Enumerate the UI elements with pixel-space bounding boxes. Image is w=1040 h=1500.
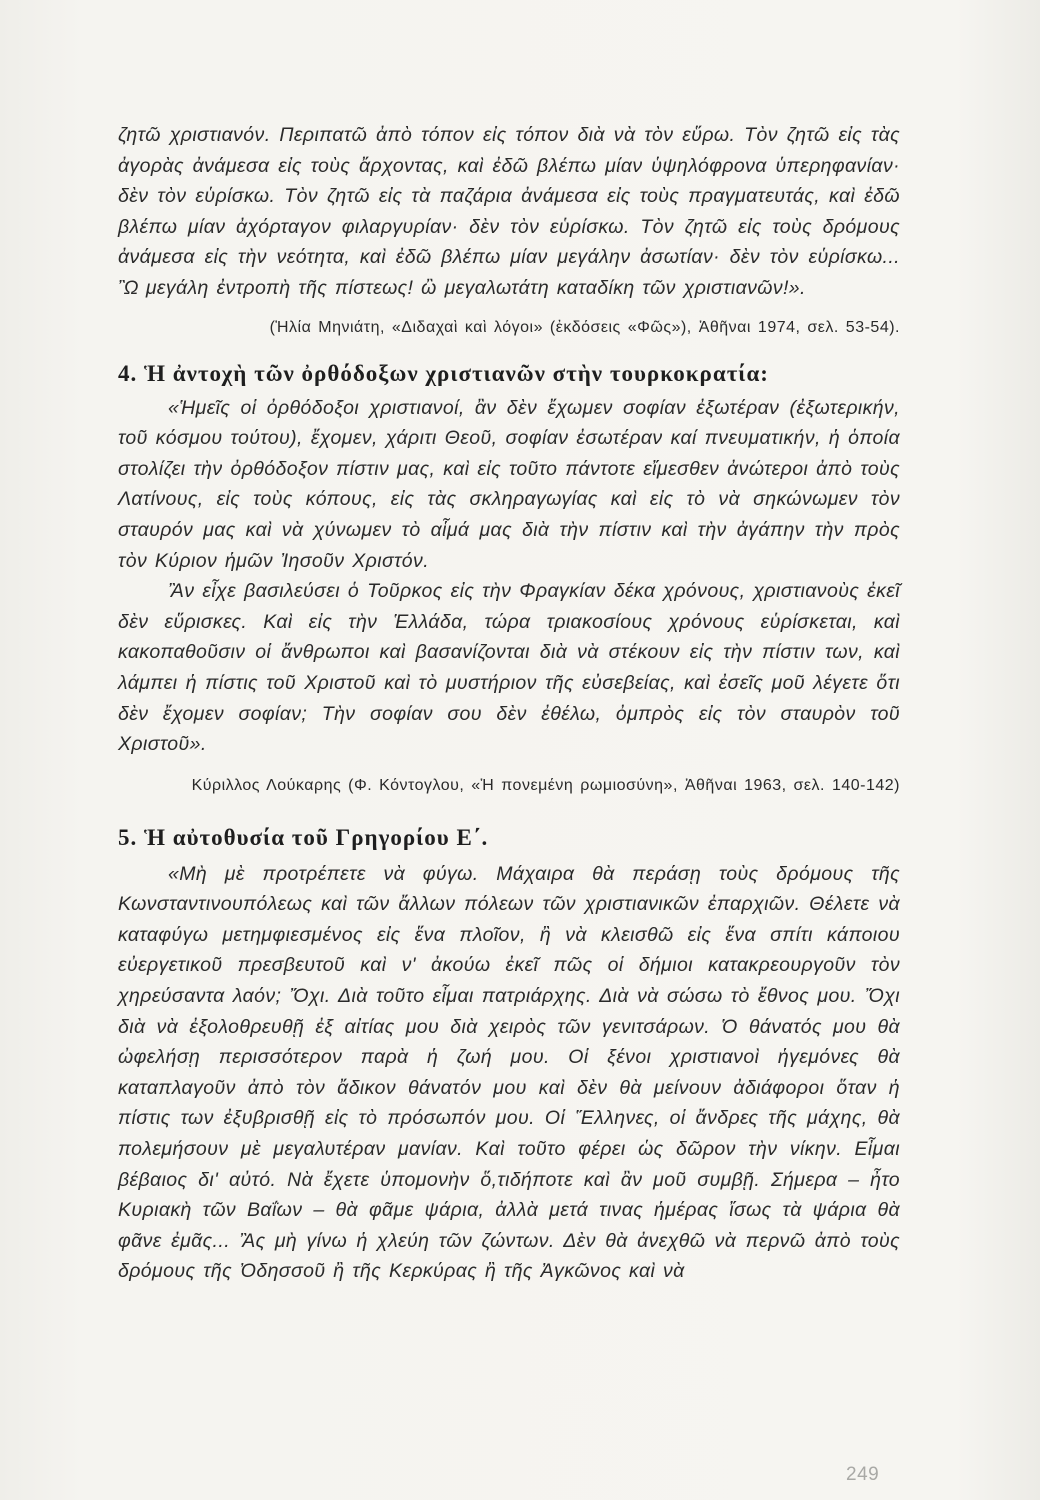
section-4-heading: 4. Ἡ ἀντοχὴ τῶν ὀρθόδοξων χριστιανῶν στὴν τουρκοκρατία: <box>118 360 769 386</box>
section-4-paragraph-2: Ἂν εἶχε βασιλεύσει ὁ Τοῦρκος εἰς τὴν Φραγκίαν δέκα χρόνους, χριστιανοὺς ἐκεῖ δὲν εὕρισκες. Καὶ εἰς τὴν Ἑλλάδα, τώρα τριακοσίους χρόνους εὑρίσκεται, καὶ κακοπαθοῦσιν οἱ ἄνθρωποι καὶ βασανίζονται διὰ νὰ στέκουν εἰς τὴν πίστιν των, καὶ λάμπει ἡ πίστις τοῦ Χριστοῦ καὶ τὸ μυστήριον τῆς εὐσεβείας, καὶ ἐσεῖς μοῦ λέγετε ὅτι δὲν ἔχομεν σοφίαν; Τὴν σοφίαν σου δὲν ἐθέλω, ὀμπρὸς εἰς τὸν σταυρὸν τοῦ Χριστοῦ». <box>118 580 900 756</box>
passage-1-source: (Ἡλία Μηνιάτη, «Διδαχαὶ καὶ λόγοι» (ἐκδόσεις «Φῶς»), Ἀθῆναι 1974, σελ. 53-54). <box>269 318 900 336</box>
page-number: 249 <box>846 1464 880 1485</box>
passage-1-text: ζητῶ χριστιανόν. Περιπατῶ ἀπὸ τόπον εἰς τόπον διὰ νὰ τὸν εὕρω. Τὸν ζητῶ εἰς τὰς ἀγορὰς ἀνάμεσα εἰς τοὺς ἄρχοντας, καὶ ἐδῶ βλέπω μίαν ὑψηλόφρονα ὑπερηφανίαν· δὲν τὸν εὑρίσκω. Τὸν ζητῶ εἰς τὰ παζάρια ἀνάμεσα εἰς τοὺς πραγματευτάς, καὶ ἐδῶ βλέπω μίαν ἀχόρταγον φιλαργυρίαν· δὲν τὸν εὑρίσκω. Τὸν ζητῶ εἰς τοὺς δρόμους ἀνάμεσα εἰς τὴν νεότητα, καὶ ἐδῶ βλέπω μίαν μεγάλην ἀσωτίαν· δὲν τὸν εὑρίσκω... Ὢ μεγάλη ἐντροπὴ τῆς πίστεως! ὢ μεγαλωτάτη καταδίκη τῶν χριστιανῶν!». <box>118 124 900 299</box>
section-5-paragraph-1: «Μὴ μὲ προτρέπετε νὰ φύγω. Μάχαιρα θὰ περάσῃ τοὺς δρόμους τῆς Κωνσταντινουπόλεως καὶ τῶν ἄλλων πόλεων τῶν χριστιανικῶν ἐπαρχιῶν. Θέλετε νὰ καταφύγω μετημφιεσμένος εἰς ἕνα πλοῖον, ἢ νὰ κλεισθῶ εἰς ἕνα σπίτι κάποιου εὐεργετικοῦ πρεσβευτοῦ καὶ ν' ἀκούω ἐκεῖ πῶς οἱ δήμιοι κατακρεουργοῦν τὸν χηρεύσαντα λαόν; Ὄχι. Διὰ τοῦτο εἶμαι πατριάρχης. Διὰ νὰ σώσω τὸ ἔθνος μου. Ὄχι διὰ νὰ ἐξολοθρευθῇ ἐξ αἰτίας μου διὰ χειρὸς τῶν γενιτσάρων. Ὁ θάνατός μου θὰ ὠφελήσῃ περισσότερον παρὰ ἡ ζωή μου. Οἱ ξένοι χριστιανοὶ ἡγεμόνες θὰ καταπλαγοῦν ἀπὸ τὸν ἄδικον θάνατόν μου καὶ δὲν θὰ μείνουν ἀδιάφοροι ὅταν ἡ πίστις των ἐξυβρισθῇ εἰς τὸ πρόσωπόν μου. Οἱ Ἕλληνες, οἱ ἄνδρες τῆς μάχης, θὰ πολεμήσουν μὲ μεγαλυτέραν μανίαν. Καὶ τοῦτο φέρει ὡς δῶρον τὴν νίκην. Εἶμαι βέβαιος δι' αὐτό. Νὰ ἔχετε ὑπομονὴν ὅ,τιδήποτε καὶ ἂν μοῦ συμβῇ. Σήμερα – ἦτο Κυριακὴ τῶν Βαΐων – θὰ φᾶμε ψάρια, ἀλλὰ μετά τινας ἡμέρας ἴσως τὰ ψάρια θὰ φᾶνε ἐμᾶς... Ἂς μὴ γίνω ἡ χλεύη τῶν ζώντων. Δὲν θὰ ἀνεχθῶ νὰ περνῶ ἀπὸ τοὺς δρόμους τῆς Ὀδησσοῦ ἢ τῆς Κερκύρας ἢ τῆς Ἀγκῶνος καὶ νὰ <box>118 862 900 1283</box>
page-content <box>118 120 900 1287</box>
section-5-heading: 5. Ἡ αὐτοθυσία τοῦ Γρηγορίου Ε΄. <box>118 824 489 850</box>
section-4-paragraph-1: «Ἡμεῖς οἱ ὀρθόδοξοι χριστιανοί, ἂν δὲν ἔχωμεν σοφίαν ἐξωτέραν (ἐξωτερικήν, τοῦ κόσμου τούτου), ἔχομεν, χάριτι Θεοῦ, σοφίαν ἐσωτέραν καί πνευματικήν, ἡ ὁποία στολίζει τὴν ὀρθόδοξον πίστιν μας, καὶ εἰς τοῦτο πάντοτε εἴμεσθεν ἀνώτεροι ἀπὸ τοὺς Λατίνους, εἰς τοὺς κόπους, εἰς τὰς σκληραγωγίας καὶ εἰς τὸ νὰ σηκώνωμεν τὸν σταυρόν μας καὶ νὰ χύνωμεν τὸ αἷμά μας διὰ τὴν πίστιν καὶ τὴν ἀγάπην τὴν πρὸς τὸν Κύριον ἡμῶν Ἰησοῦν Χριστόν. <box>118 396 900 572</box>
section-4-source: Κύριλλος Λούκαρης (Φ. Κόντογλου, «Ἡ πονεμένη ρωμιοσύνη», Ἀθῆναι 1963, σελ. 140-142) <box>191 776 900 794</box>
